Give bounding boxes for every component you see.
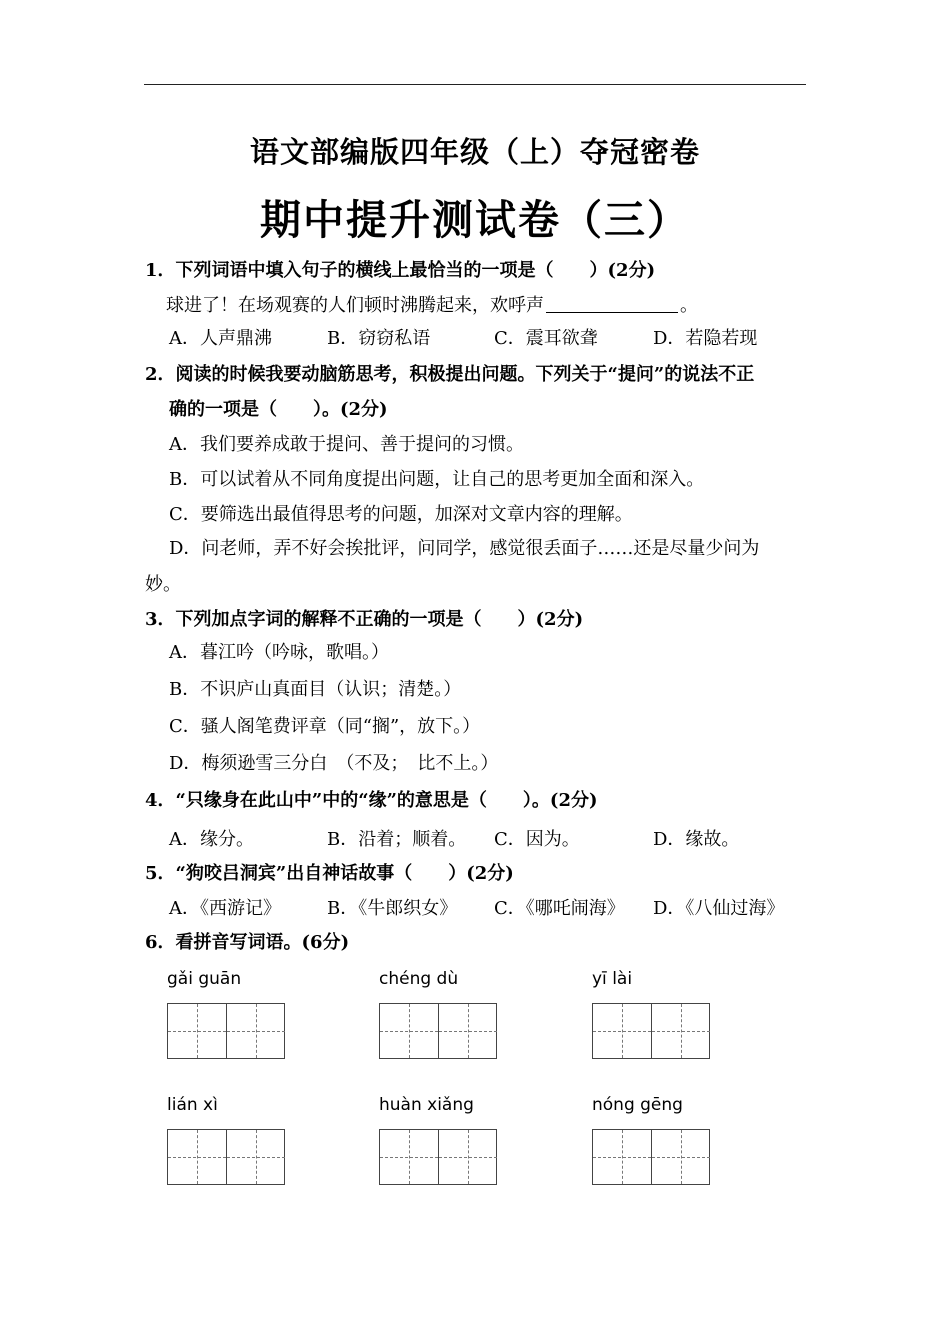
question-3-option-b[interactable]: B．不识庐山真面目（认识；清楚。）: [169, 679, 462, 700]
option-a[interactable]: A．《西游记》: [169, 898, 281, 919]
writing-grid[interactable]: [379, 1003, 497, 1059]
exam-title: 期中提升测试卷（三）: [260, 196, 690, 244]
grid-cell[interactable]: [227, 1130, 285, 1184]
writing-grid[interactable]: [167, 1129, 285, 1185]
option-a[interactable]: A．人声鼎沸: [169, 328, 272, 349]
question-3-stem: 3．下列加点字词的解释不正确的一项是（ ）(2分): [145, 609, 584, 630]
pinyin-label: chéng dù: [379, 969, 459, 989]
option-b[interactable]: B．窃窃私语: [327, 328, 431, 349]
grid-cell[interactable]: [168, 1130, 227, 1184]
grid-cell[interactable]: [380, 1004, 439, 1058]
grid-cell[interactable]: [593, 1130, 652, 1184]
pinyin-label: huàn xiǎng: [379, 1095, 474, 1115]
option-c[interactable]: C．因为。: [494, 829, 580, 850]
question-1-sentence: [166, 294, 698, 318]
question-1-stem: 1．下列词语中填入句子的横线上最恰当的一项是（ ）(2分): [145, 260, 656, 281]
grid-cell[interactable]: [380, 1130, 439, 1184]
grid-cell[interactable]: [593, 1004, 652, 1058]
writing-grid[interactable]: [379, 1129, 497, 1185]
writing-grid[interactable]: [167, 1003, 285, 1059]
pinyin-label: nóng gēng: [592, 1095, 683, 1115]
option-d[interactable]: D．若隐若现: [653, 328, 758, 349]
question-1-sentence-end: 。: [680, 295, 698, 316]
option-a[interactable]: A．缘分。: [169, 829, 254, 850]
grid-cell[interactable]: [168, 1004, 227, 1058]
option-c[interactable]: C．《哪吒闹海》: [494, 898, 625, 919]
pinyin-label: gǎi guān: [167, 969, 242, 989]
question-2-option-b[interactable]: B．可以试着从不同角度提出问题，让自己的思考更加全面和深入。: [169, 469, 705, 490]
grid-cell[interactable]: [439, 1004, 497, 1058]
question-4-stem: 4．“只缘身在此山中”中的“缘”的意思是（ ）。(2分): [145, 790, 598, 811]
question-2-option-d-cont: 妙。: [145, 574, 181, 595]
option-d[interactable]: D．《八仙过海》: [653, 898, 785, 919]
grid-cell[interactable]: [227, 1004, 285, 1058]
question-1-sentence-start: 球进了！在场观赛的人们顿时沸腾起来，欢呼声: [166, 295, 544, 316]
pinyin-label: yī lài: [592, 969, 633, 989]
option-b[interactable]: B．《牛郎织女》: [327, 898, 458, 919]
grid-cell[interactable]: [652, 1004, 710, 1058]
question-2-option-a[interactable]: A．我们要养成敢于提问、善于提问的习惯。: [169, 434, 524, 455]
header-rule: [144, 84, 806, 85]
question-2-stem-line1: 2．阅读的时候我要动脑筋思考，积极提出问题。下列关于“提问”的说法不正: [145, 364, 755, 385]
writing-grid[interactable]: [592, 1003, 710, 1059]
grid-cell[interactable]: [439, 1130, 497, 1184]
question-3-option-d[interactable]: D．梅须逊雪三分白 （不及； 比不上。）: [169, 753, 499, 774]
answer-blank[interactable]: [546, 294, 678, 313]
option-b[interactable]: B．沿着；顺着。: [327, 829, 467, 850]
exam-series-title: 语文部编版四年级（上）夺冠密卷: [249, 135, 700, 169]
option-d[interactable]: D．缘故。: [653, 829, 740, 850]
question-6-stem: 6．看拼音写词语。(6分): [145, 932, 350, 953]
question-2-stem-line2: 确的一项是（ ）。(2分): [169, 399, 388, 420]
writing-grid[interactable]: [592, 1129, 710, 1185]
question-5-stem: 5．“狗咬吕洞宾”出自神话故事（ ）(2分): [145, 863, 514, 884]
question-3-option-a[interactable]: A．暮江吟（吟咏，歌唱。）: [169, 642, 389, 663]
grid-cell[interactable]: [652, 1130, 710, 1184]
question-2-option-d[interactable]: D．问老师，弄不好会挨批评，问同学，感觉很丢面子……还是尽量少问为: [169, 538, 760, 559]
pinyin-label: lián xì: [167, 1095, 218, 1115]
question-3-option-c[interactable]: C．骚人阁笔费评章（同“搁”，放下。）: [169, 716, 481, 737]
option-c[interactable]: C．震耳欲聋: [494, 328, 598, 349]
question-2-option-c[interactable]: C．要筛选出最值得思考的问题，加深对文章内容的理解。: [169, 504, 633, 525]
